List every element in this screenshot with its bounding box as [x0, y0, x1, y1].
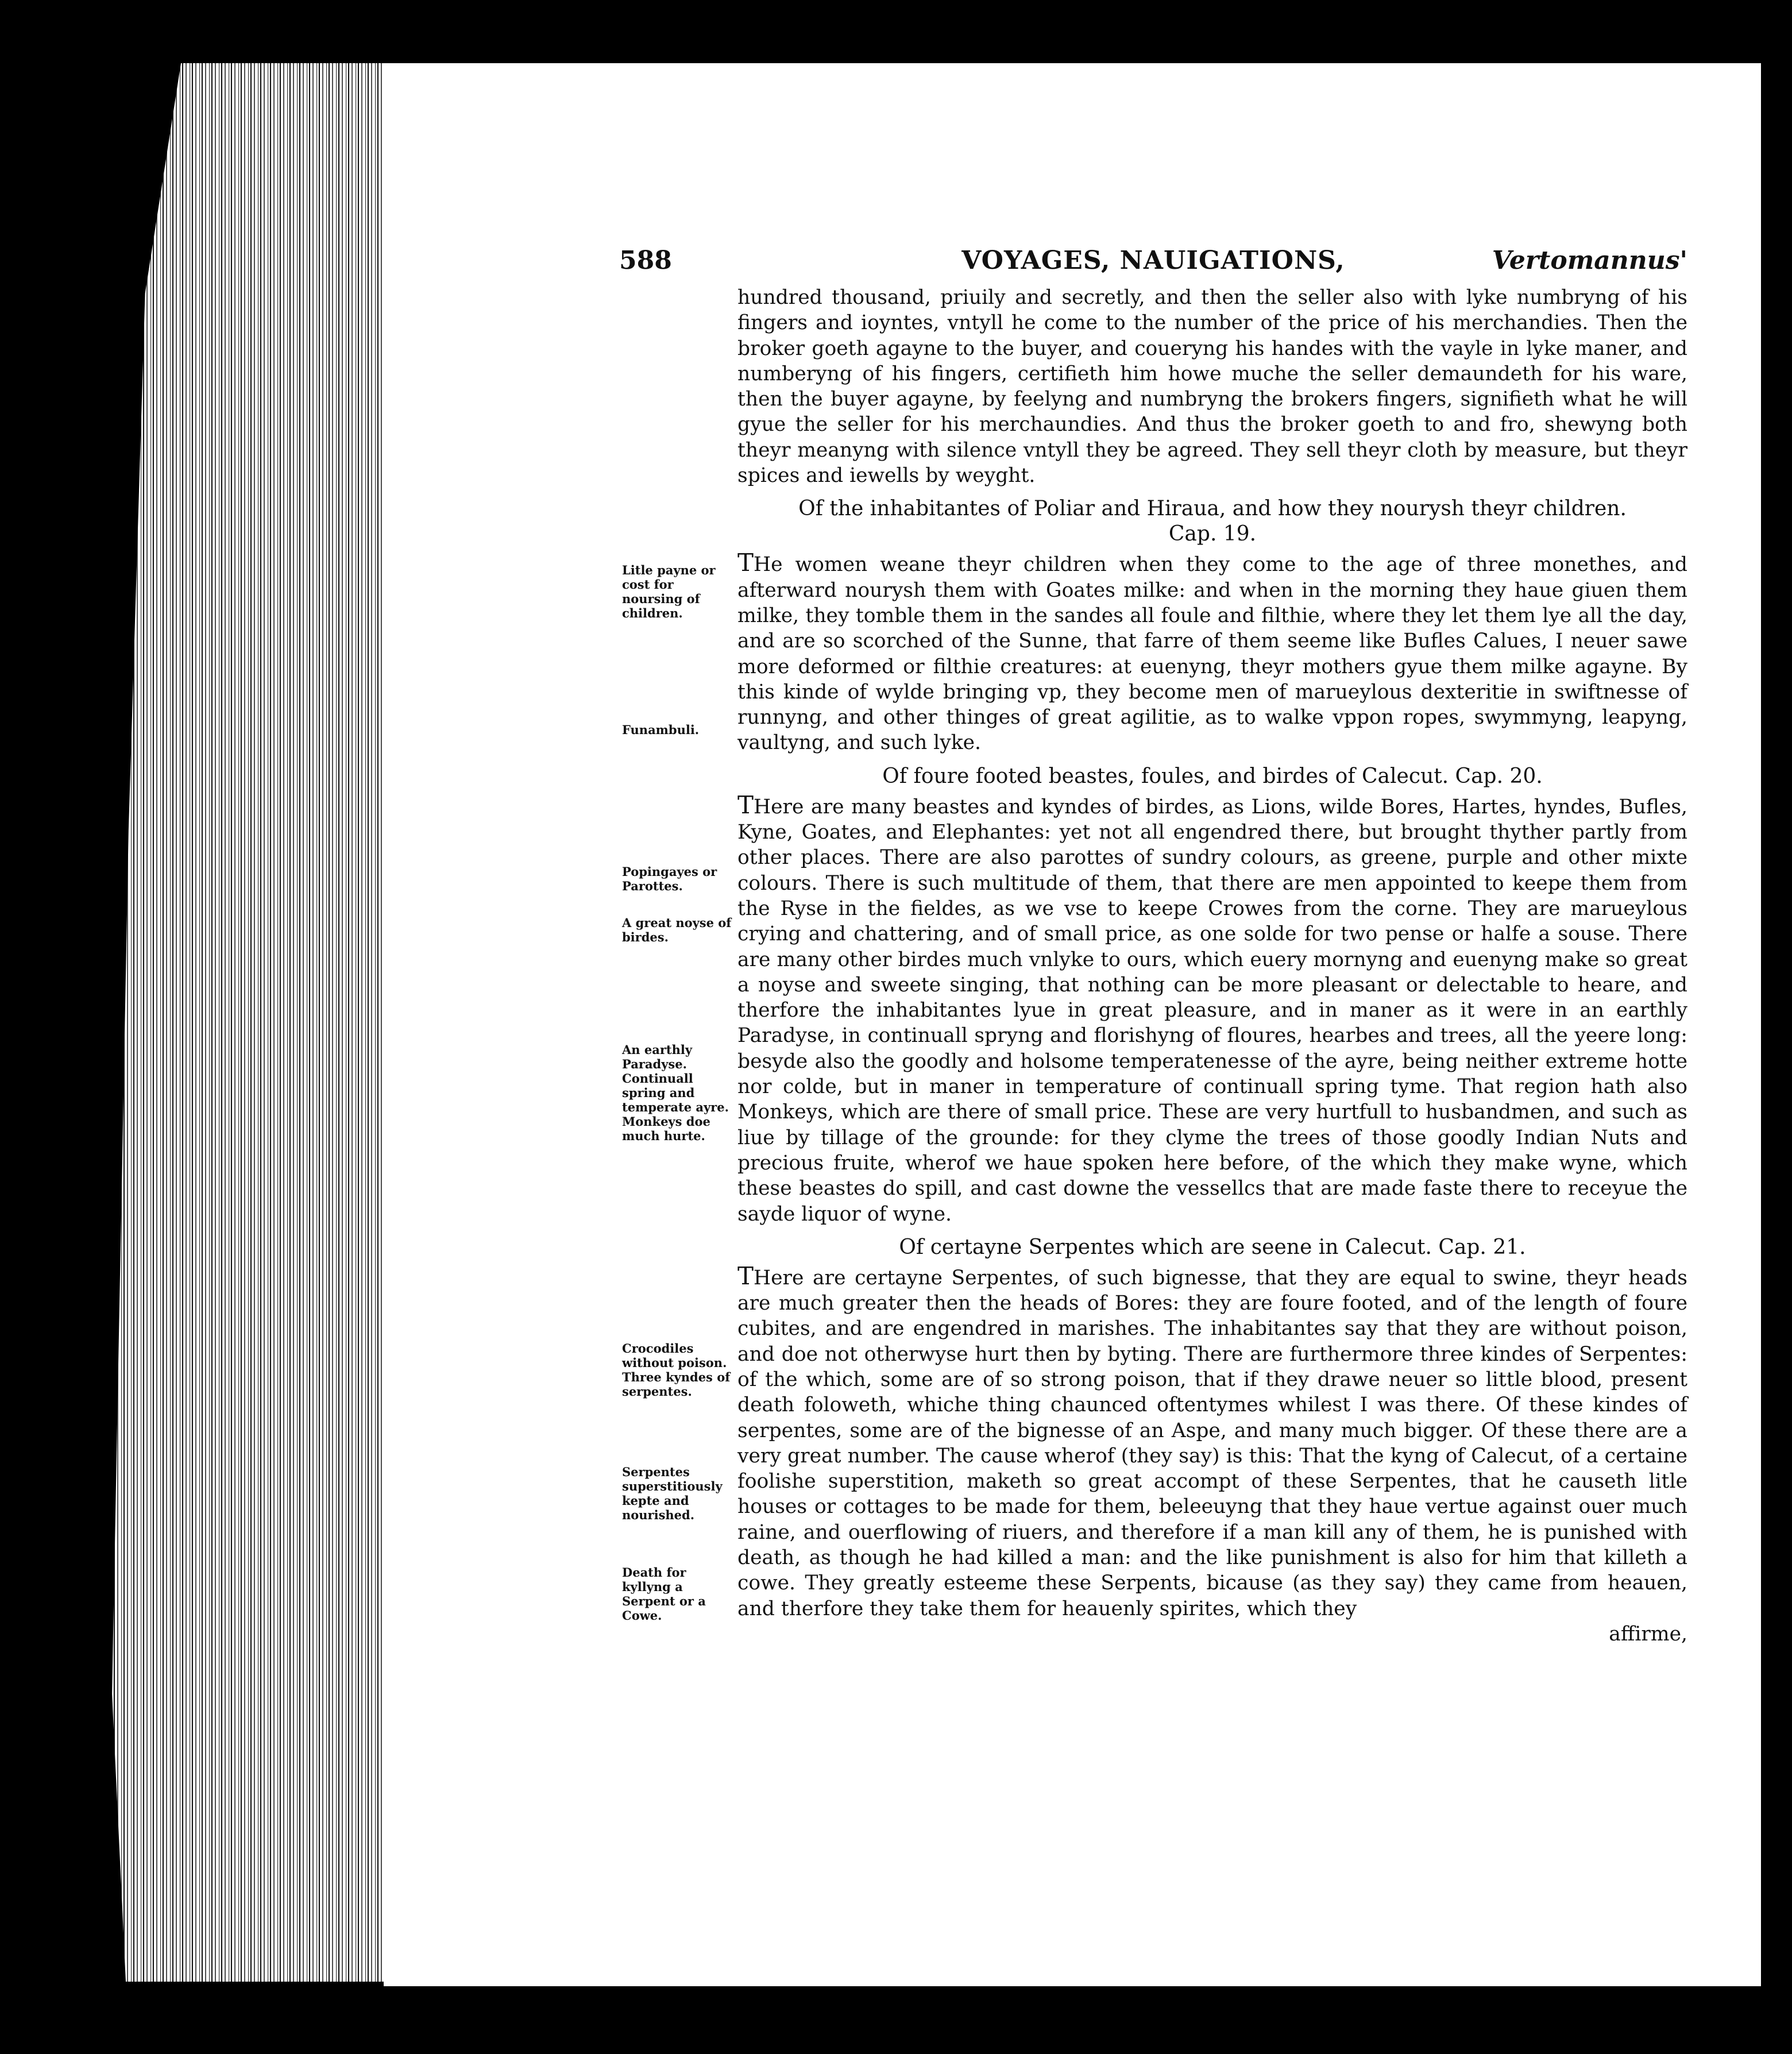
- margin-note: Popingayes or Parottes.: [622, 864, 717, 893]
- paragraph-cap20: THere are many beastes and kyndes of birdes, as Lions, wilde Bores, Hartes, hyndes, Bufles, Kyne, Goates, and Elephantes: yet not all engendred there, but brought thyther partly from other places. There are also parottes of sundry colours, as greene, purple and other mixte colours. There is such multitude of them, that there are men appointed to keepe them from the Ryse in the fieldes, as we vse to keepe Crowes from the corne. They are marueylous crying and chattering, and of small price, as one solde for two pense or halfe a souse. There are many other birdes much vnlyke to ours, which euery mornyng and euenyng make so great a noyse and sweete singing, that nothing can be more pleasant or delectable to heare, and therfore the inhabitantes lyue in great pleasure, and in maner as it were in an earthly Paradyse, in continuall spryng and florishyng of floures, hearbes and trees, all the yeere long: besyde also the goodly and holsome temperatenesse of the ayre, being neither extreme hotte nor colde, but in maner in temperature of continuall spring tyme. That region hath also Monkeys, which are there of small price. These are very hurtfull to husbandmen, and such as liue by tillage of the grounde: for they clyme the trees of those goodly Indian Nuts and precious fruite, wherof we haue spoken here before, of the which they make wyne, which these beastes do spill, and cast downe the vessellcs that are made faste there to receyue the sayde liquor of wyne.: [737, 790, 1687, 1226]
- margin-note: Death for kyllyng a Serpent or a Cowe.: [622, 1565, 706, 1623]
- book-page-edges: [112, 63, 388, 1982]
- margin-note: Crocodiles without poison. Three kyndes of serpentes.: [622, 1341, 731, 1399]
- chapter-title: Of foure footed beastes, foules, and birdes of Calecut. Cap. 20.: [882, 764, 1543, 788]
- book-page: [384, 63, 1761, 1986]
- chapter-heading-19: [737, 496, 1687, 547]
- chapter-title: Of certayne Serpentes which are seene in Calecut. Cap. 21.: [899, 1235, 1526, 1259]
- chapter-label: Cap. 19.: [1168, 522, 1257, 546]
- page-number: 588: [619, 246, 672, 275]
- margin-note: An earthly Paradyse. Continuall spring and temperate ayre. Monkeys doe much hurte.: [622, 1043, 729, 1143]
- catchword: affirme,: [1609, 1622, 1687, 1646]
- paragraph-cap21: THere are certayne Serpentes, of such bignesse, that they are equal to swine, theyr heads are much greater then the heads of Bores: they are foure footed, and of the length of foure cubites, and are engendred in marishes. The inhabitantes say that they are without poison, and doe not otherwyse hurt then by byting. There are furthermore three kindes of Serpentes: of the which, some are of so strong poison, that if they drawe neuer so little blood, present death foloweth, whiche thing chaunced oftentymes whilest I was there. Of these kindes of serpentes, some are of the bignesse of an Aspe, and many much bigger. Of these there are a very great number. The cause wherof (they say) is this: That the kyng of Calecut, of a certaine foolishe superstition, maketh so great accompt of these Serpentes, that he causeth litle houses or cottages to be made for them, beleeuyng that they haue vertue against ouer much raine, and ouerflowing of riuers, and therefore if a man kill any of them, he is punished with death, as though he had killed a man: and the like punishment is also for him that killeth a cowe. They greatly esteeme these Serpents, bicause (as they say) they came from heauen, and therfore they take them for heauenly spirites, which they: [737, 1261, 1687, 1620]
- page-header: [619, 246, 1687, 280]
- running-author: Vertomannus': [1492, 246, 1687, 275]
- margin-note: Serpentes superstitiously kepte and nourished.: [622, 1465, 723, 1522]
- running-title: VOYAGES, NAUIGATIONS,: [961, 246, 1345, 275]
- margin-note: Litle payne or cost for noursing of children.: [622, 563, 716, 620]
- chapter-heading-21: [737, 1235, 1687, 1260]
- page-body: [737, 285, 1687, 1647]
- chapter-heading-20: [737, 764, 1687, 789]
- paragraph-cap19: THe women weane theyr children when they come to the age of three monethes, and afterward nourysh them with Goates milke: and when in the morning they haue giuen them milke, they tomble them in the sandes all foule and filthie, where they let them lye all the day, and are so scorched of the Sunne, that farre of them seeme like Bufles Calues, I neuer sawe more deformed or filthie creatures: at euenyng, theyr mothers gyue them milke agayne. By this kinde of wylde bringing vp, they become men of marueylous dexteritie in swiftnesse of runnyng, and other thinges of great agilitie, as to walke vppon ropes, swymmyng, leapyng, vaultyng, and such lyke.: [737, 549, 1687, 755]
- margin-note: A great noyse of birdes.: [622, 916, 732, 944]
- paragraph-opening: hundred thousand, priuily and secretly, and then the seller also with lyke numbryng of his fingers and ioyntes, vntyll he come to the number of the price of his merchandies. Then the broker goeth agayne to the buyer, and coueryng his handes with the vayle in lyke maner, and numberyng of his fingers, certifieth him howe muche the seller demaundeth for his ware, then the buyer agayne, by feelyng and numbryng the brokers fingers, signifieth what he will gyue the seller for his merchaundies. And thus the broker goeth to and fro, shewyng both theyr meanyng with silence vntyll they be agreed. They sell theyr cloth by measure, but theyr spices and iewells by weyght.: [737, 286, 1687, 488]
- margin-note: Funambuli.: [622, 723, 700, 737]
- chapter-title: Of the inhabitantes of Poliar and Hiraua, and how they nourysh theyr children.: [798, 497, 1627, 521]
